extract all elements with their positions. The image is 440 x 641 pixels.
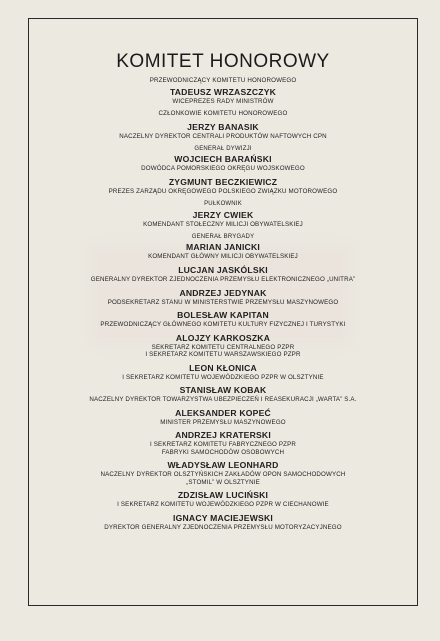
member-name: ZDZISŁAW LUCIŃSKI — [177, 490, 269, 501]
member-position: MINISTER PRZEMYSŁU MASZYNOWEGO — [160, 418, 286, 426]
member-position: WICEPREZES RADY MINISTRÓW — [172, 97, 274, 105]
member-name: MARIAN JANICKI — [186, 242, 260, 253]
member-name: JERZY CWIEK — [192, 209, 254, 220]
member-name: STANISŁAW KOBAK — [179, 385, 267, 396]
member-position: NACZELNY DYREKTOR CENTRALI PRODUKTÓW NAFTOWYCH CPN — [119, 132, 327, 140]
member-position: SEKRETARZ KOMITETU CENTRALNEGO PZPR — [151, 343, 295, 351]
member-position: GENERALNY DYREKTOR ZJEDNOCZENIA PRZEMYSŁU ELEKTRONICZNEGO „UNITRA” — [90, 276, 356, 283]
section-heading: CZŁONKOWIE KOMITETU HONOROWEGO — [158, 110, 288, 118]
member-name: JERZY BANASIK — [187, 121, 259, 132]
member-name: LUCJAN JASKÓLSKI — [178, 264, 268, 275]
document-title: KOMITET HONOROWY — [116, 50, 330, 72]
member-rank: GENERAŁ DYWIZJI — [194, 146, 252, 153]
member-position: DOWÓDCA POMORSKIEGO OKRĘGU WOJSKOWEGO — [141, 165, 305, 173]
member-name: ALEKSANDER KOPEĆ — [175, 407, 271, 418]
member-position: KOMENDANT GŁÓWNY MILICJI OBYWATELSKIEJ — [148, 253, 298, 261]
member-rank: PUŁKOWNIK — [204, 201, 242, 208]
member-name: BOLESŁAW KAPITAN — [177, 310, 269, 321]
member-position: PODSEKRETARZ STANU W MINISTERSTWIE PRZEMYSŁU MASZYNOWEGO — [107, 298, 339, 306]
member-position: I SEKRETARZ KOMITETU FABRYCZNEGO PZPR — [150, 441, 296, 449]
member-name: ALOJZY KARKOSZKA — [175, 332, 271, 343]
member-position: NACZELNY DYREKTOR OLSZTYŃSKICH ZAKŁADÓW OPON SAMOCHODOWYCH — [100, 471, 346, 479]
member-name: WŁADYSŁAW LEONHARD — [167, 460, 279, 471]
member-position: I SEKRETARZ KOMITETU WOJEWÓDZKIEGO PZPR W OLSZTYNIE — [122, 373, 324, 381]
member-name: ANDRZEJ JEDYNAK — [179, 287, 267, 298]
member-name: WOJCIECH BARAŃSKI — [174, 154, 272, 165]
member-position: PREZES ZARZĄDU OKRĘGOWEGO POLSKIEGO ZWIĄZKU MOTOROWEGO — [108, 187, 338, 195]
member-position: I SEKRETARZ KOMITETU WOJEWÓDZKIEGO PZPR W CIECHANOWIE — [117, 501, 329, 509]
member-position-continued: I SEKRETARZ KOMITETU WARSZAWSKIEGO PZPR — [145, 351, 301, 359]
member-position-continued: „STOMIL” W OLSZTYNIE — [186, 478, 260, 486]
committee-list — [28, 78, 418, 532]
member-position-continued: FABRYKI SAMOCHODÓW OSOBOWYCH — [161, 448, 285, 456]
member-position: KOMENDANT STOŁECZNY MILICJI OBYWATELSKIEJ — [143, 220, 303, 228]
member-name: TADEUSZ WRZASZCZYK — [169, 86, 277, 97]
member-position: PRZEWODNICZĄCY GŁÓWNEGO KOMITETU KULTURY FIZYCZNEJ I TURYSTYKI — [100, 321, 346, 329]
member-position: NACZELNY DYREKTOR TOWARZYSTWA UBEZPIECZEŃ I REASEKURACJI „WARTA” S.A. — [89, 396, 357, 404]
member-name: ANDRZEJ KRATERSKI — [175, 430, 271, 441]
section-heading: PRZEWODNICZĄCY KOMITETU HONOROWEGO — [149, 77, 297, 84]
member-rank: GENERAŁ BRYGADY — [191, 234, 255, 241]
member-position: DYREKTOR GENERALNY ZJEDNOCZENIA PRZEMYSŁU MOTORYZACYJNEGO — [104, 523, 342, 531]
member-name: LEON KŁONICA — [189, 362, 257, 373]
member-name: IGNACY MACIEJEWSKI — [173, 512, 273, 523]
member-name: ZYGMUNT BECZKIEWICZ — [168, 176, 278, 187]
